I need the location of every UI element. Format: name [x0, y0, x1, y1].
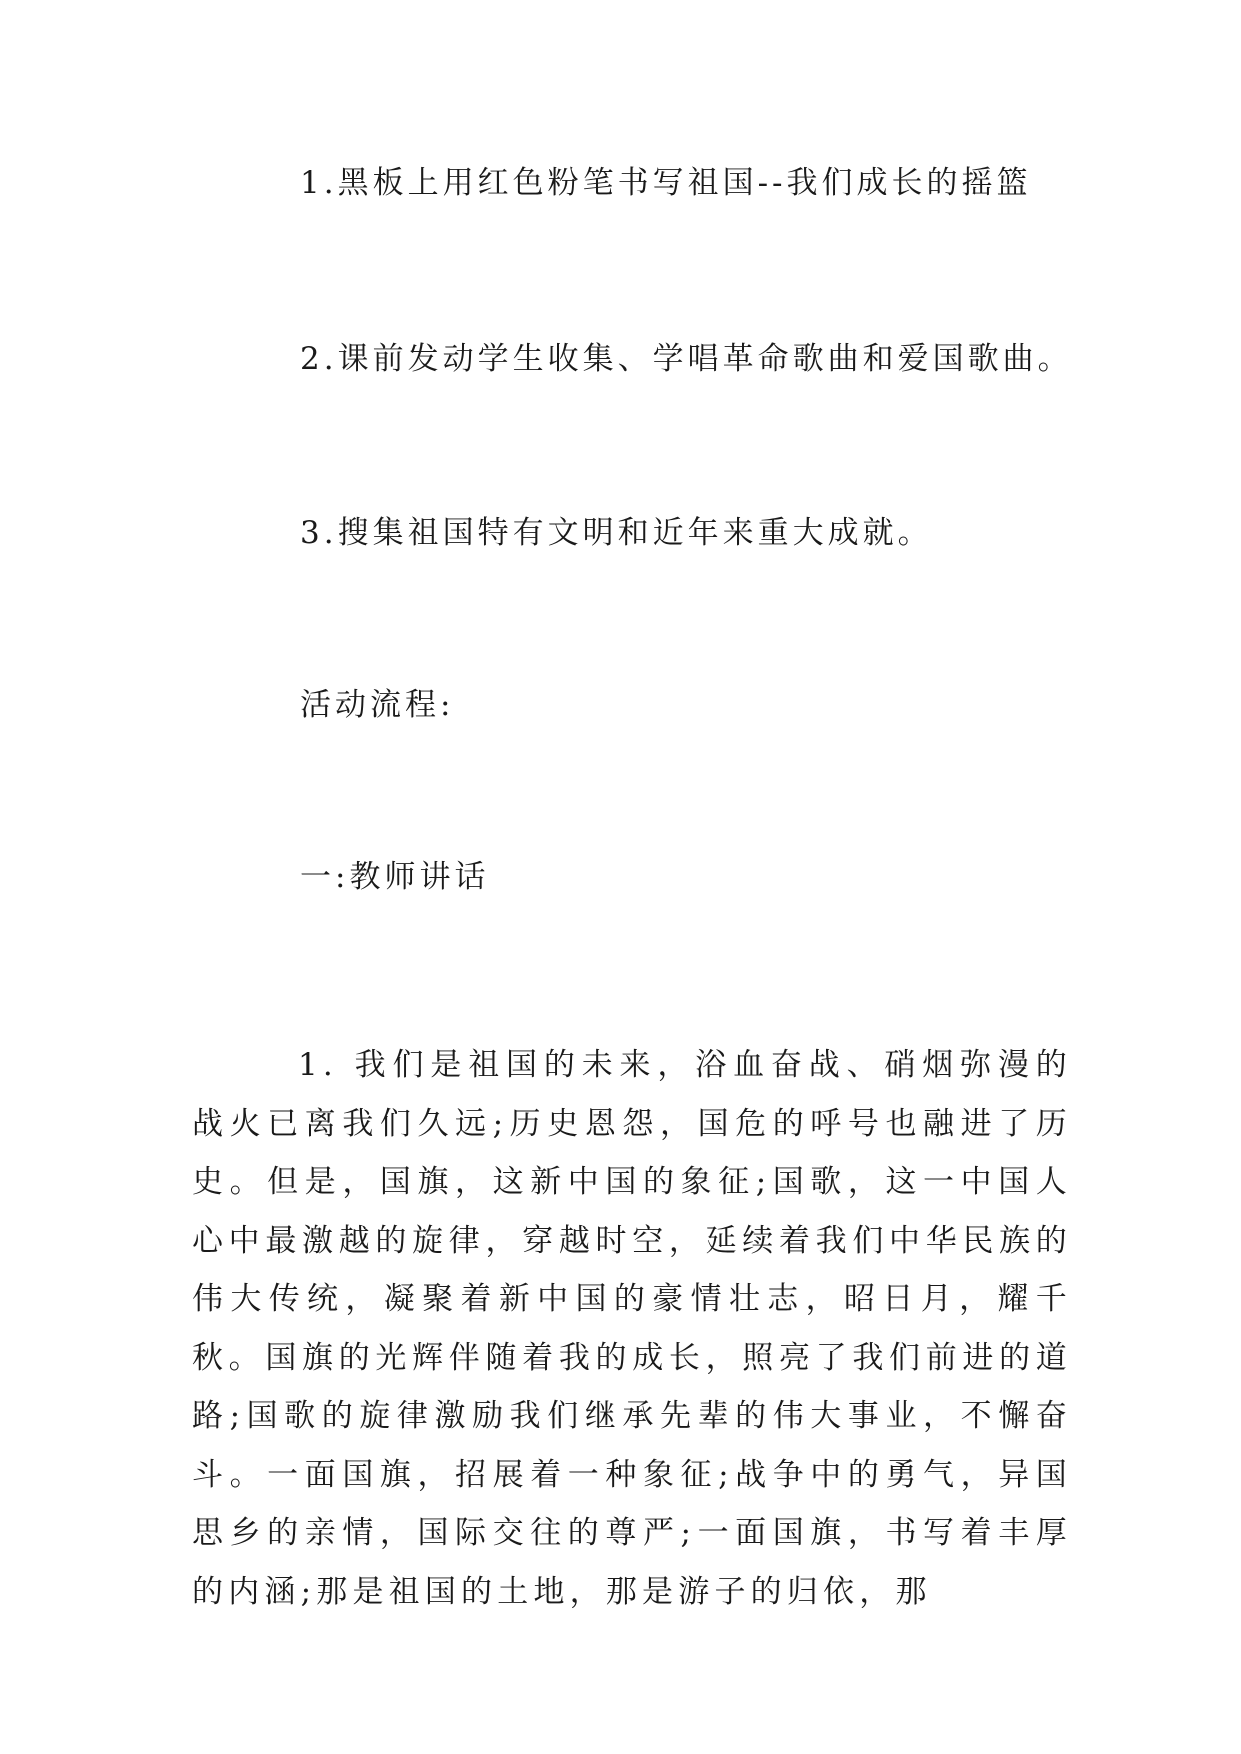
body-paragraph: 1. 我们是祖国的未来，浴血奋战、硝烟弥漫的战火已离我们久远;历史恩怨，国危的呼号也融进了历史。但是，国旗，这新中国的象征;国歌，这一中国人心中最激越的旋律，穿越时空，延续着我们中华民族的伟大传统，凝聚着新中国的豪情壮志，昭日月，耀千秋。国旗的光辉伴随着我的成长，照亮了我们前进的道路;国歌的旋律激励我们继承先辈的伟大事业，不懈奋斗。一面国旗，招展着一种象征;战争中的勇气，异国思乡的亲情，国际交往的尊严;一面国旗，书写着丰厚的内涵;那是祖国的土地，那是游子的归依，那: [192, 1047, 1072, 1610]
prep-item-3: 3.搜集祖国特有文明和近年来重大成就。: [300, 515, 933, 551]
flow-heading: 活动流程:: [300, 687, 455, 723]
prep-item-2: 2.课前发动学生收集、学唱革命歌曲和爱国歌曲。: [300, 341, 1073, 377]
prep-item-1: 1.黑板上用红色粉笔书写祖国--我们成长的摇篮: [300, 165, 1032, 201]
section-heading: 一:教师讲话: [300, 859, 490, 895]
